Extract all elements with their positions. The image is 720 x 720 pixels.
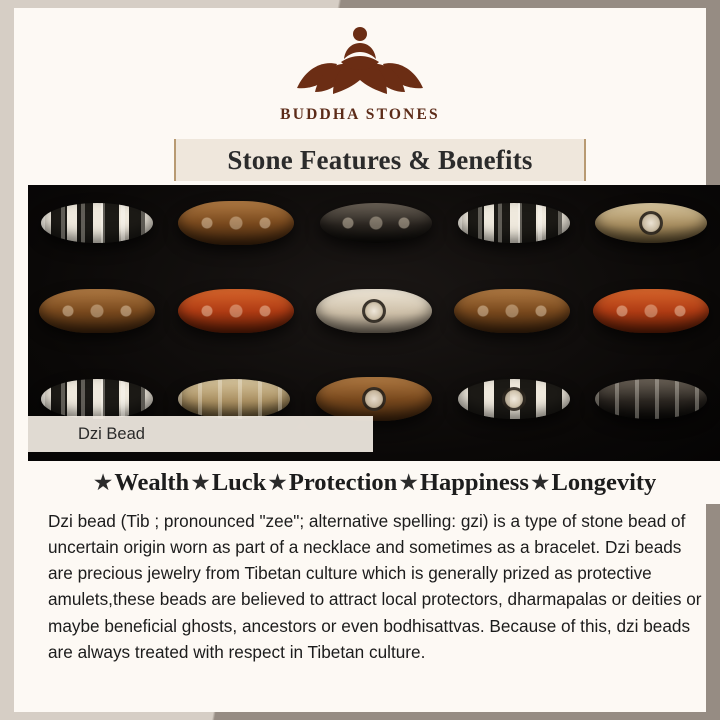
dzi-bead bbox=[454, 289, 570, 333]
dzi-bead bbox=[320, 203, 432, 243]
dzi-bead bbox=[458, 203, 570, 243]
bead-pattern bbox=[178, 379, 290, 419]
bead-pattern bbox=[39, 289, 155, 333]
dzi-bead bbox=[41, 203, 153, 243]
dzi-bead bbox=[178, 289, 294, 333]
benefit-wealth: Wealth bbox=[114, 468, 190, 496]
dzi-bead bbox=[178, 379, 290, 419]
benefit-protection: Protection bbox=[288, 468, 398, 496]
page-title: Stone Features & Benefits bbox=[227, 144, 533, 175]
star-icon: ★ bbox=[398, 469, 419, 495]
star-icon: ★ bbox=[529, 469, 551, 495]
benefit-happiness: Happiness bbox=[419, 468, 529, 496]
benefit-luck: Luck bbox=[211, 468, 267, 496]
section-title-band bbox=[174, 139, 586, 181]
star-icon: ★ bbox=[92, 469, 114, 495]
lotus-buddha-icon bbox=[285, 18, 435, 104]
dzi-bead bbox=[316, 289, 432, 333]
bead-pattern bbox=[178, 289, 294, 333]
dzi-bead bbox=[458, 379, 570, 419]
star-icon: ★ bbox=[190, 469, 211, 495]
bead-pattern bbox=[458, 203, 570, 243]
dzi-bead bbox=[41, 379, 153, 419]
bead-pattern bbox=[178, 201, 294, 245]
brand-logo-block bbox=[14, 18, 706, 124]
brand-name: BUDDHA STONES bbox=[280, 106, 440, 123]
bead-pattern bbox=[593, 289, 709, 333]
dzi-bead bbox=[39, 289, 155, 333]
description-text: Dzi bead (Tib ; pronounced "zee"; alternative spelling: gzi) is a type of stone bead of uncertain origin worn as part of a necklace and sometimes as a bracelet. Dzi beads are precious jewelry from Tibetan culture which is generally prized as protective amulets,these beads are believed to attract local protectors, dharmapalas or deities or maybe beneficial ghosts, ancestors or even bodhisattvas. Because of this, dzi beads are always treated with respect in Tibetan culture. bbox=[48, 511, 702, 662]
bead-pattern bbox=[41, 379, 153, 419]
bead-pattern bbox=[595, 379, 707, 419]
photo-caption: Dzi Bead bbox=[28, 416, 373, 452]
bead-pattern bbox=[454, 289, 570, 333]
bead-row bbox=[28, 201, 720, 245]
bead-eye-motif bbox=[639, 211, 663, 235]
dzi-bead bbox=[595, 203, 707, 243]
dzi-bead bbox=[316, 377, 432, 421]
dzi-bead bbox=[178, 201, 294, 245]
dzi-bead bbox=[595, 379, 707, 419]
benefits-strip bbox=[28, 461, 720, 504]
content-card bbox=[14, 8, 706, 712]
bead-row bbox=[28, 289, 720, 333]
bead-eye-motif bbox=[502, 387, 526, 411]
bead-pattern bbox=[320, 203, 432, 243]
bead-row bbox=[28, 377, 720, 421]
bead-eye-motif bbox=[362, 387, 386, 411]
benefit-longevity: Longevity bbox=[551, 468, 657, 496]
dzi-bead bbox=[593, 289, 709, 333]
star-icon: ★ bbox=[267, 469, 288, 495]
bead-eye-motif bbox=[362, 299, 386, 323]
bead-pattern bbox=[41, 203, 153, 243]
